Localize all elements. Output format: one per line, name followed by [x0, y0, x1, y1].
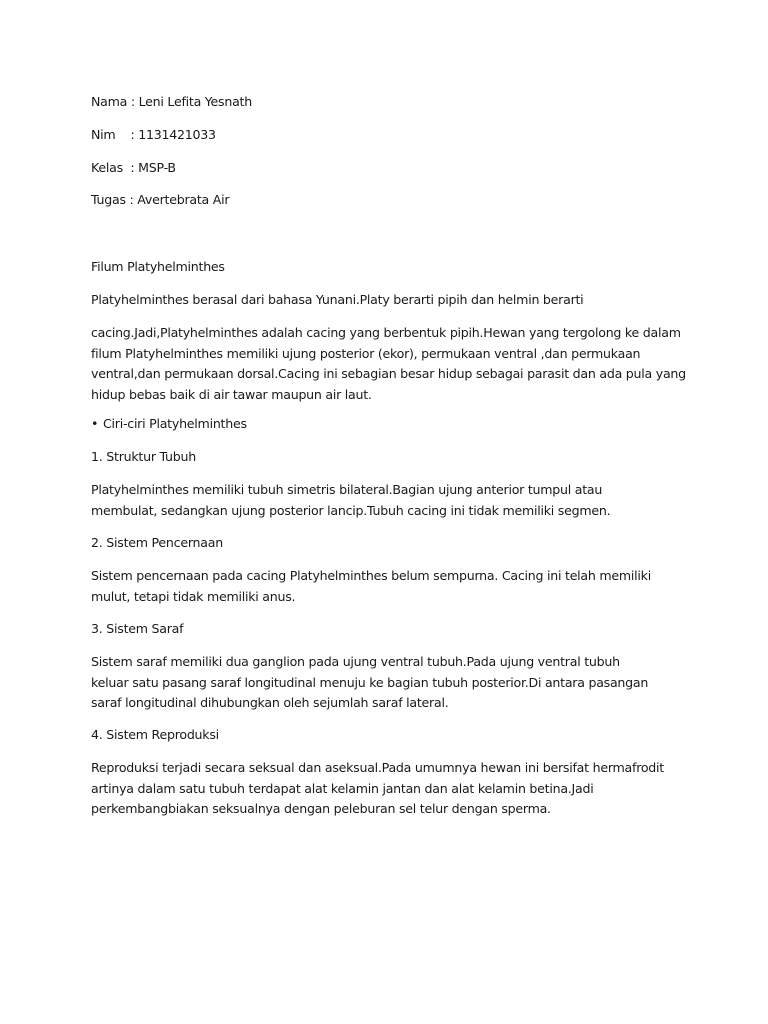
document-title: Filum Platyhelminthes: [91, 259, 225, 274]
section-heading: 4. Sistem Reproduksi: [91, 727, 219, 742]
student-nim: Nim : 1131421033: [91, 127, 216, 142]
bullet-label: Ciri-ciri Platyhelminthes: [103, 416, 247, 431]
section-heading: 1. Struktur Tubuh: [91, 449, 196, 464]
student-class: Kelas : MSP-B: [91, 160, 176, 175]
assignment-subject: Tugas : Avertebrata Air: [91, 192, 230, 207]
section-body: Sistem pencernaan pada cacing Platyhelminthes belum sempurna. Cacing ini telah memiliki mulut, tetapi tidak memiliki anus.: [91, 568, 651, 604]
section-heading: 2. Sistem Pencernaan: [91, 535, 223, 550]
section-body: Platyhelminthes memiliki tubuh simetris bilateral.Bagian ujung anterior tumpul atau membulat, sedangkan ujung posterior lancip.Tubuh cacing ini tidak memiliki segmen.: [91, 482, 611, 518]
student-name: Nama : Leni Lefita Yesnath: [91, 94, 252, 109]
characteristics-bullet: [91, 414, 247, 435]
section-body: Sistem saraf memiliki dua ganglion pada ujung ventral tubuh.Pada ujung ventral tubuh keluar satu pasang saraf longitudinal menuju ke bagian tubuh posterior.Di antara pasangan saraf longitudinal dihubungkan oleh sejumlah saraf lateral.: [91, 654, 649, 710]
bullet-icon: •: [91, 416, 99, 431]
section-body: Reproduksi terjadi secara seksual dan aseksual.Pada umumnya hewan ini bersifat hermafrodit artinya dalam satu tubuh terdapat alat kelamin jantan dan alat kelamin betina.Jadi perkembangbiakan seksualnya dengan peleburan sel telur dengan sperma.: [91, 760, 664, 816]
section-heading: 3. Sistem Saraf: [91, 621, 184, 636]
intro-paragraph: cacing.Jadi,Platyhelminthes adalah cacing yang berbentuk pipih.Hewan yang tergolong ke dalam filum Platyhelminthes memiliki ujung posterior (ekor), permukaan ventral ,dan permukaan ventral,dan permukaan dorsal.Cacing ini sebagian besar hidup sebagai parasit dan ada pula yang hidup bebas baik di air tawar maupun air laut.: [91, 325, 686, 402]
intro-first-line: Platyhelminthes berasal dari bahasa Yunani.Platy berarti pipih dan helmin berarti: [91, 292, 584, 307]
